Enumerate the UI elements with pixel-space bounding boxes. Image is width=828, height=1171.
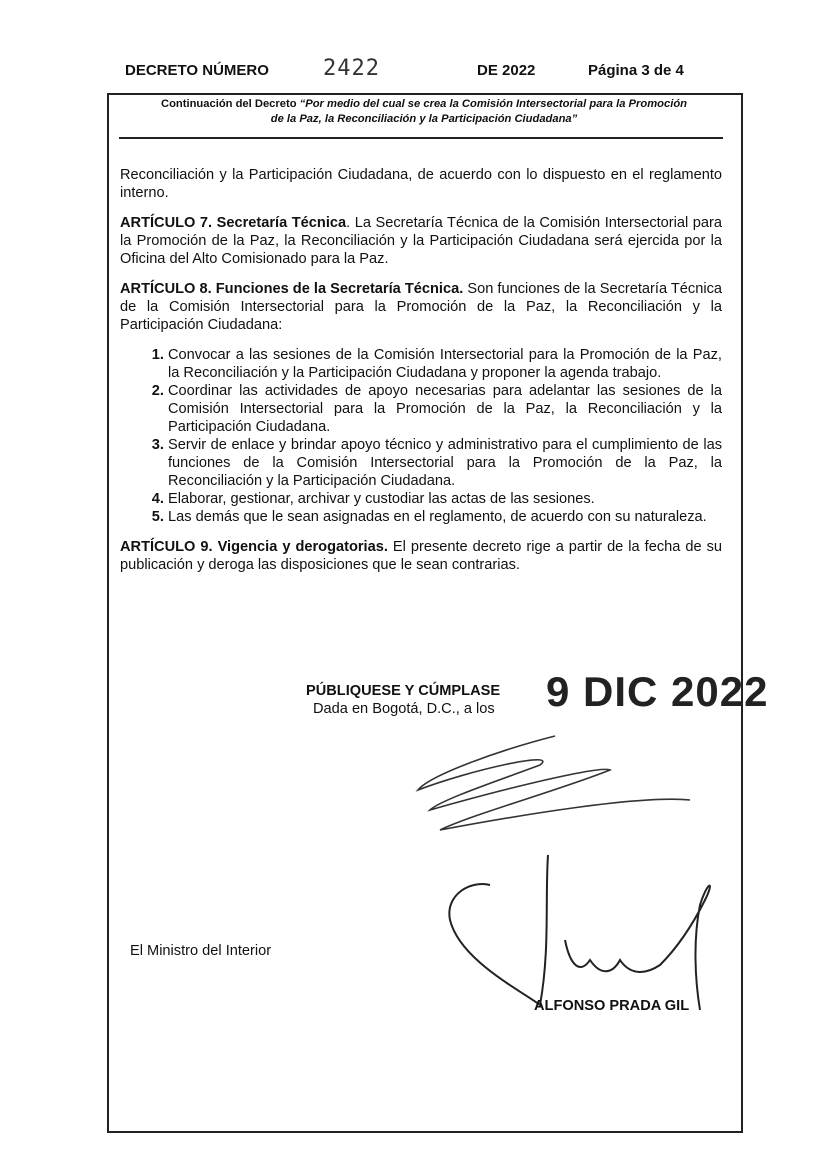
article-9-text: El presente decreto rige a partir de la fecha de su publicación y deroga las disposiciones que le sean contrarias. (120, 539, 723, 573)
decreto-label: DECRETO NÚMERO (125, 62, 269, 79)
minister-name: ALFONSO PRADA GIL (534, 998, 690, 1014)
minister-signature (449, 855, 710, 1010)
list-item: 1. Convocar a las sesiones de la Comisión Intersectorial para la Promoción de la Paz, la Reconciliación y la Participación Ciudadana y proponer la agenda trabajo. (168, 346, 722, 382)
page-number: Página 3 de 4 (588, 62, 684, 79)
minister-title: El Ministro del Interior (130, 943, 272, 959)
decreto-year: DE 2022 (477, 62, 536, 79)
subtitle-prefix: Continuación del Decreto (161, 98, 297, 110)
article-8-text: Son funciones de la Secretaría Técnica de la Comisión Intersectorial para la Promoción de la Paz, la Reconciliación y la Participación Ciudadana: (120, 281, 722, 333)
article-8-title: ARTÍCULO 8. Funciones de la Secretaría Técnica. (120, 281, 464, 297)
president-signature (418, 736, 690, 830)
subtitle-line1: “Por medio del cual se crea la Comisión Intersectorial para la Promoción (299, 98, 687, 110)
list-item: 2. Coordinar las actividades de apoyo necesarias para adelantar las sesiones de la Comisión Intersectorial para la Promoción de la Paz, la Reconciliación y la Participación Ciudadana. (168, 382, 722, 436)
decreto-number: 2422 (323, 56, 380, 81)
list-item: 4. Elaborar, gestionar, archivar y custodiar las actas de las sesiones. (168, 490, 722, 508)
publiquese-text: PÚBLIQUESE Y CÚMPLASE (306, 683, 501, 699)
subtitle-line2: de la Paz, la Reconciliación y la Participación Ciudadana” (270, 113, 578, 125)
paragraph-continuation: Reconciliación y la Participación Ciudadana, de acuerdo con lo dispuesto en el reglamento interno. (120, 167, 722, 201)
article-7-title: ARTÍCULO 7. Secretaría Técnica (120, 215, 347, 231)
list-item: 5. Las demás que le sean asignadas en el reglamento, de acuerdo con su naturaleza. (168, 508, 722, 526)
article-9-title: ARTÍCULO 9. Vigencia y derogatorias. (120, 539, 388, 555)
date-stamp: 9 DIC 2022 (546, 668, 769, 715)
article-7-text: . La Secretaría Técnica de la Comisión Intersectorial para la Promoción de la Paz, la Reconciliación y la Participación Ciudadana será ejercida por la Oficina del Alto Comisionado para la Paz. (120, 215, 722, 267)
dada-text: Dada en Bogotá, D.C., a los (313, 701, 495, 717)
list-item: 3. Servir de enlace y brindar apoyo técnico y administrativo para el cumplimiento de las funciones de la Comisión Intersectorial para la Promoción de la Paz, la Reconciliación y la Participación Ciudadana. (168, 436, 722, 490)
